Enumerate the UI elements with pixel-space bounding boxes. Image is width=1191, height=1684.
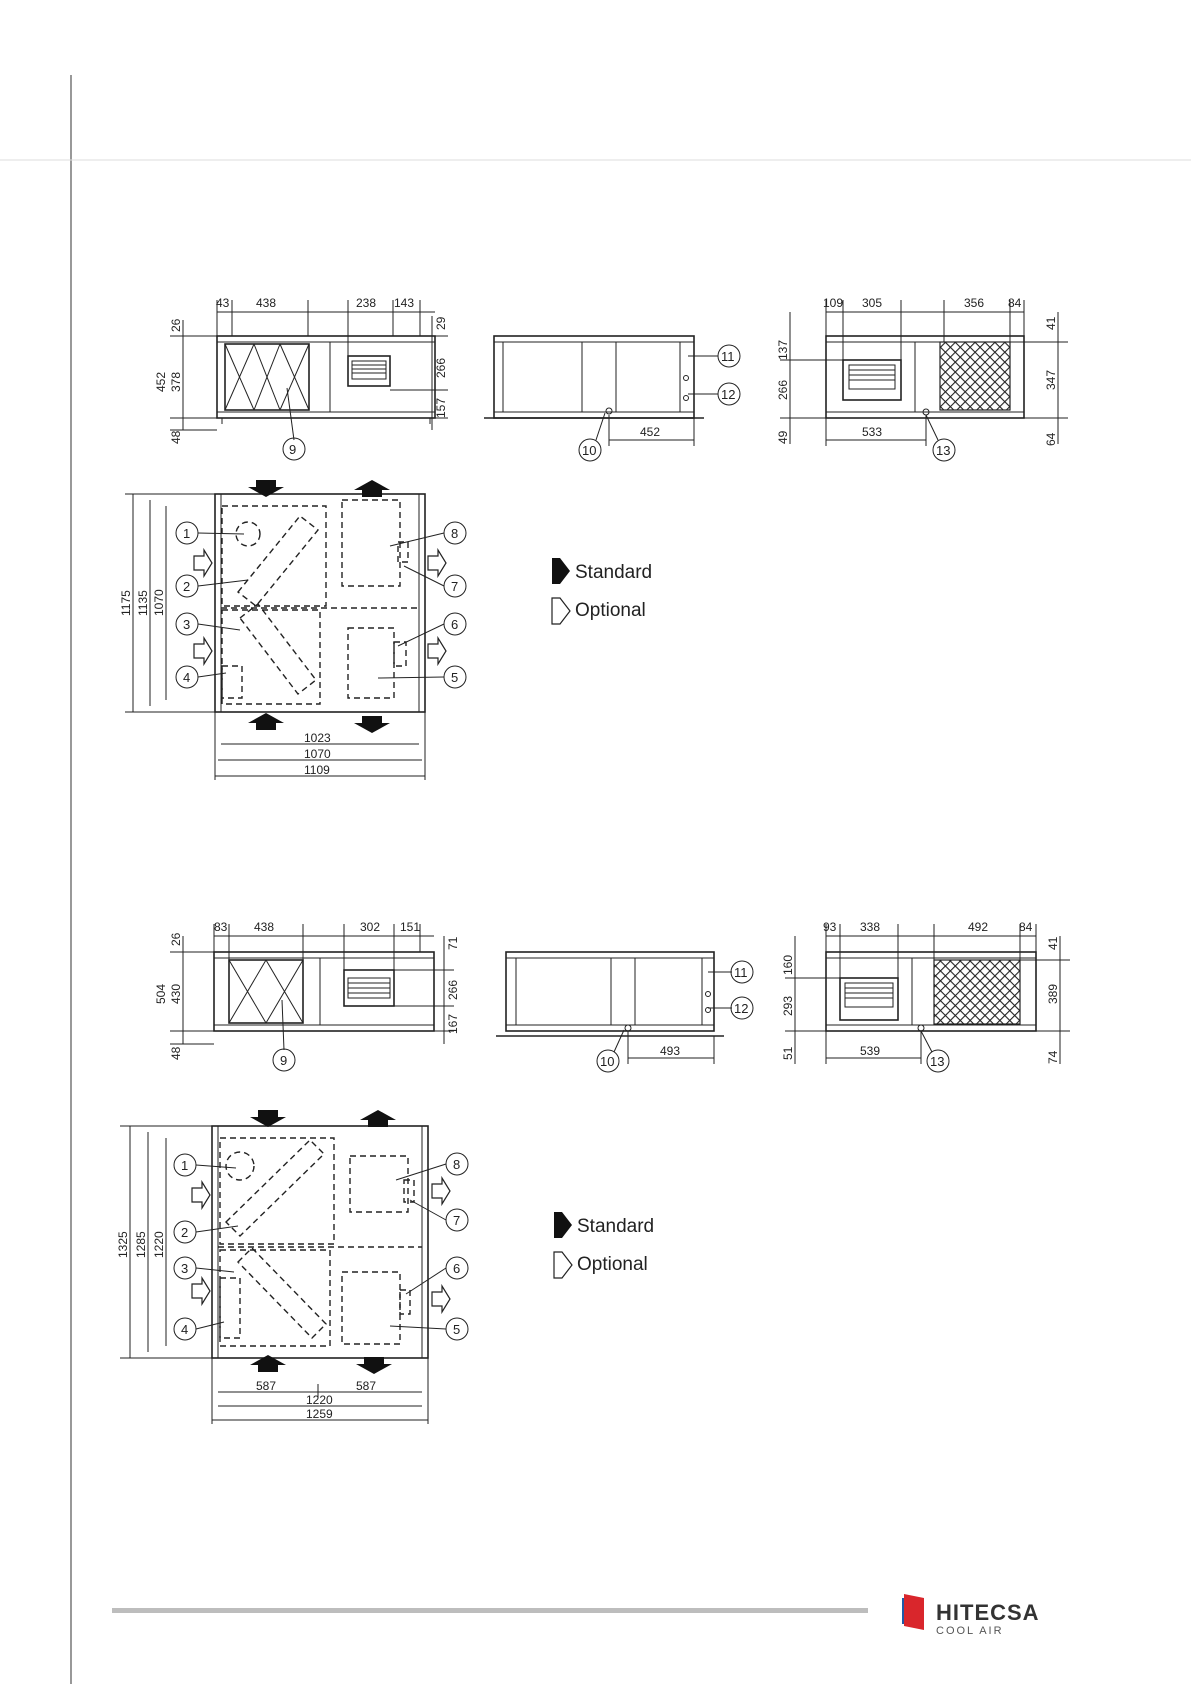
rear-dim-bottom: 533 (862, 425, 883, 439)
rear-dim-right-2: 347 (1044, 369, 1058, 390)
callout-6: 6 (451, 617, 459, 632)
u2-rear-dim-right-2: 389 (1046, 983, 1060, 1004)
rear-dim-top-2: 305 (862, 296, 883, 310)
unit1-front-view (154, 296, 448, 460)
callout-9: 9 (289, 442, 297, 457)
rear-dim-left-3: 49 (776, 430, 790, 444)
callout-11: 11 (721, 349, 735, 364)
u2-rear-dim-top-4: 84 (1019, 920, 1033, 934)
plan-dim-left-1: 1175 (119, 590, 133, 616)
unit2-rear-view (781, 920, 1070, 1072)
u2-dim-left-3: 430 (169, 983, 183, 1004)
u2-dim-right-1: 71 (446, 936, 460, 950)
plan-dim-bottom-3: 1109 (304, 763, 330, 777)
unit1-rear-view (776, 296, 1068, 461)
u2-rear-dim-bottom: 539 (860, 1044, 881, 1058)
dim-right-3: 157 (434, 397, 448, 418)
dim-right-1: 29 (434, 316, 448, 330)
rear-dim-top-4: 84 (1008, 296, 1022, 310)
optional-arrow-3 (428, 550, 446, 576)
u2-rear-dim-left-1: 160 (781, 954, 795, 975)
u2-optional-arrow-3 (432, 1178, 450, 1204)
u2-dim-top-4: 151 (400, 920, 421, 934)
intake-grille (940, 342, 1010, 410)
brand-logo (902, 1594, 1040, 1637)
callout-13: 13 (936, 443, 951, 458)
u2-plan-dim-bottom-2: 1220 (306, 1393, 333, 1407)
u2-rear-dim-right-1: 41 (1046, 936, 1060, 950)
callout-4: 4 (183, 670, 191, 685)
callout-12: 12 (721, 387, 736, 402)
plan-dim-bottom-2: 1070 (304, 747, 331, 761)
legend-optional: Optional (575, 600, 646, 621)
dim-bottom: 452 (640, 425, 661, 439)
u2-plan-dim-left-1: 1325 (116, 1231, 130, 1258)
dim-top-1: 43 (216, 296, 230, 310)
dim-top-2: 438 (256, 296, 277, 310)
unit1-legend (552, 558, 652, 624)
u2-callout-7: 7 (453, 1213, 461, 1228)
u2-dim-left-2: 504 (154, 983, 168, 1004)
dim-left-1: 26 (169, 318, 183, 332)
u2-intake-grille (934, 960, 1020, 1024)
u2-return-arrow-std (250, 1110, 286, 1127)
rear-dim-right-1: 41 (1044, 316, 1058, 330)
rear-dim-top-1: 109 (823, 296, 844, 310)
dim-left-4: 48 (169, 430, 183, 444)
u2-dim-left-4: 48 (169, 1046, 183, 1060)
plan-dim-bottom-1: 1023 (304, 731, 331, 745)
u2-dim-top-1: 83 (214, 920, 228, 934)
u2-callout-6: 6 (453, 1261, 461, 1276)
footer-bar (112, 1608, 868, 1613)
rear-dim-right-3: 64 (1044, 432, 1058, 446)
u2-plan-dim-bottom-3: 1259 (306, 1407, 333, 1421)
u2-rear-dim-top-2: 338 (860, 920, 881, 934)
dim-right-2: 266 (434, 357, 448, 378)
standard-arrow-icon (552, 558, 570, 584)
dim-left-2: 452 (154, 371, 168, 392)
u2-legend-optional: Optional (577, 1254, 648, 1275)
u2-callout-11: 11 (734, 965, 748, 980)
unit2-side-view (496, 952, 753, 1072)
callout-10: 10 (582, 443, 597, 458)
u2-plan-dim-left-3: 1220 (152, 1231, 166, 1258)
callout-1: 1 (183, 526, 191, 541)
u2-legend-standard: Standard (577, 1216, 655, 1237)
u2-callout-9: 9 (280, 1053, 288, 1068)
unit2-legend (554, 1212, 654, 1278)
unit1-side-view (484, 336, 740, 461)
u2-arrow-bottom-2 (356, 1357, 392, 1374)
optional-arrow-icon (552, 598, 570, 624)
u2-rear-dim-top-1: 93 (823, 920, 837, 934)
u2-plan-dim-587b: 587 (356, 1379, 377, 1393)
u2-optional-arrow-2 (192, 1278, 210, 1304)
unit2-plan-view (116, 1110, 468, 1424)
unit1-plan-view (119, 480, 466, 780)
u2-dim-bottom: 493 (660, 1044, 681, 1058)
u2-callout-13: 13 (930, 1054, 945, 1069)
u2-dim-right-3: 167 (446, 1013, 460, 1034)
u2-callout-2: 2 (181, 1225, 189, 1240)
u2-dim-right-2: 266 (446, 979, 460, 1000)
u2-rear-dim-right-3: 74 (1046, 1050, 1060, 1064)
u2-rear-dim-left-3: 51 (781, 1046, 795, 1060)
optional-arrow-2 (194, 638, 212, 664)
arrow-bottom-1 (248, 713, 284, 730)
dim-top-4: 143 (394, 296, 415, 310)
u2-standard-arrow-icon (554, 1212, 572, 1238)
u2-optional-arrow-1 (192, 1182, 210, 1208)
u2-rear-dim-left-2: 293 (781, 995, 795, 1016)
u2-callout-12: 12 (734, 1001, 749, 1016)
rear-dim-top-3: 356 (964, 296, 985, 310)
callout-2: 2 (183, 579, 191, 594)
optional-arrow-4 (428, 638, 446, 664)
u2-callout-5: 5 (453, 1322, 461, 1337)
u2-callout-3: 3 (181, 1261, 189, 1276)
unit2-front-view (154, 920, 460, 1071)
logo-mark-red (904, 1594, 924, 1630)
u2-plan-dim-left-2: 1285 (134, 1231, 148, 1258)
u2-rear-dim-top-3: 492 (968, 920, 989, 934)
u2-callout-4: 4 (181, 1322, 189, 1337)
u2-dim-top-3: 302 (360, 920, 381, 934)
callout-5: 5 (451, 670, 459, 685)
rear-dim-left-1: 137 (776, 339, 790, 360)
arrow-bottom-2 (354, 716, 390, 733)
dim-top-3: 238 (356, 296, 377, 310)
callout-8: 8 (451, 526, 459, 541)
u2-callout-1: 1 (181, 1158, 189, 1173)
rear-dim-left-2: 266 (776, 379, 790, 400)
plan-dim-left-3: 1070 (152, 589, 166, 616)
u2-plan-dim-587a: 587 (256, 1379, 277, 1393)
legend-standard: Standard (575, 562, 653, 583)
dim-left-3: 378 (169, 371, 183, 392)
plan-dim-left-2: 1135 (136, 590, 150, 616)
optional-arrow-1 (194, 550, 212, 576)
brand-tagline: COOL AIR (936, 1625, 1004, 1637)
u2-dim-left-1: 26 (169, 932, 183, 946)
u2-supply-arrow-std (360, 1110, 396, 1127)
u2-optional-arrow-icon (554, 1252, 572, 1278)
u2-dim-top-2: 438 (254, 920, 275, 934)
u2-callout-10: 10 (600, 1054, 615, 1069)
u2-callout-8: 8 (453, 1157, 461, 1172)
callout-3: 3 (183, 617, 191, 632)
u2-optional-arrow-4 (432, 1286, 450, 1312)
brand-name: HITECSA (936, 1600, 1040, 1625)
callout-7: 7 (451, 579, 459, 594)
